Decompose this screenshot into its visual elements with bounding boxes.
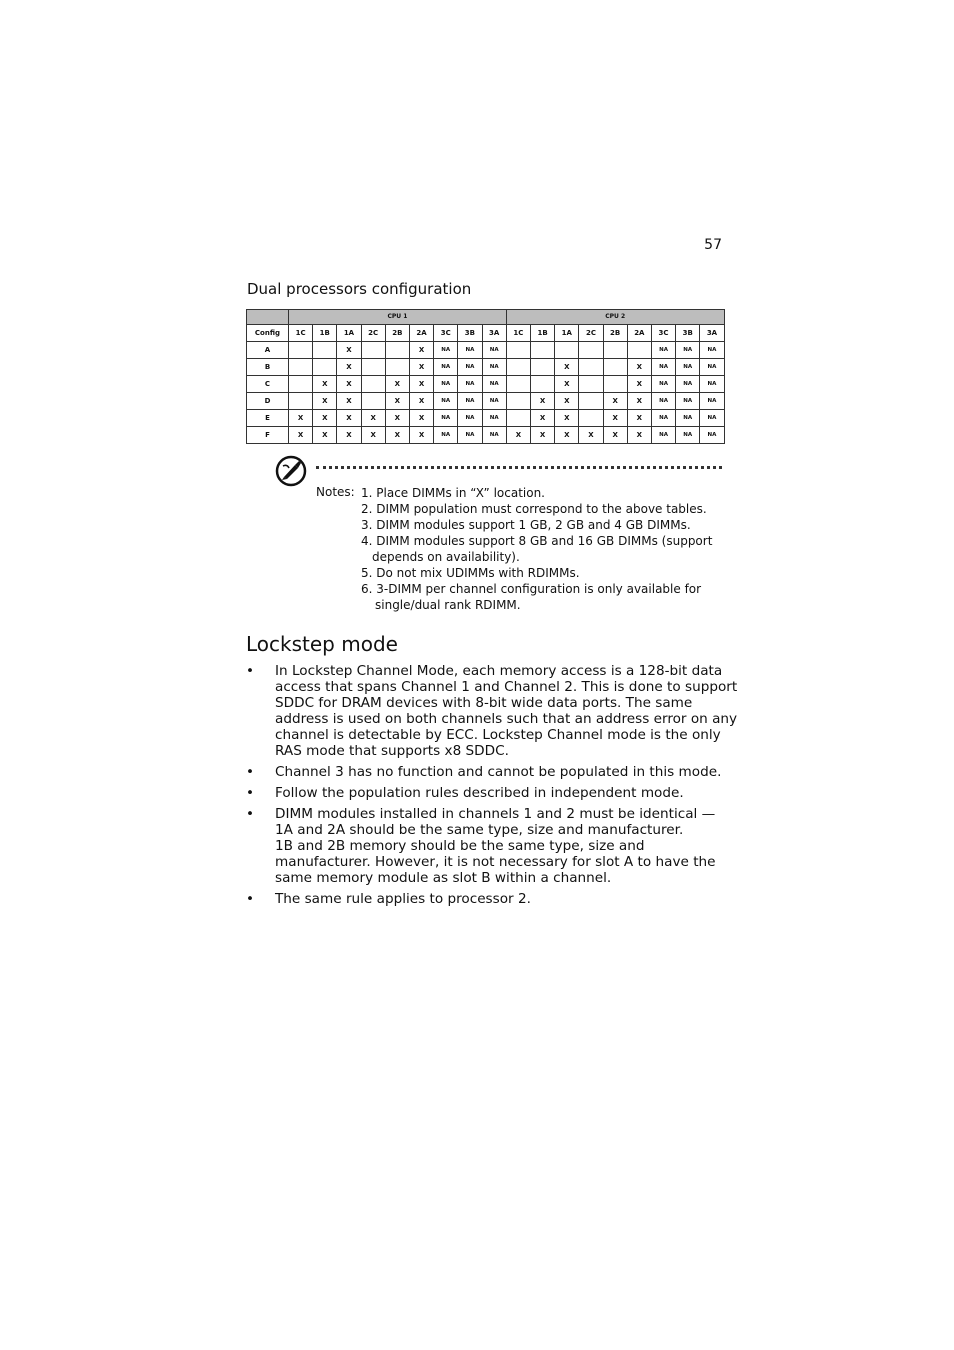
- slot-header: 2B: [603, 324, 627, 341]
- slot-cell: X: [555, 392, 579, 409]
- slot-cell: X: [385, 375, 409, 392]
- slot-cell: NA: [676, 341, 700, 358]
- slot-cell: NA: [676, 375, 700, 392]
- bullet-dot: •: [246, 764, 255, 780]
- slot-cell: X: [385, 392, 409, 409]
- table-row: [247, 392, 725, 409]
- slot-header: 2A: [409, 324, 433, 341]
- slot-cell: NA: [676, 392, 700, 409]
- slot-cell: NA: [651, 426, 675, 443]
- slot-cell: X: [627, 409, 651, 426]
- slot-cell: X: [289, 426, 313, 443]
- slot-cell: X: [337, 341, 361, 358]
- slot-cell: [579, 358, 603, 375]
- slot-cell: NA: [434, 426, 458, 443]
- bullet-line: 1B and 2B memory should be the same type, size and: [275, 838, 645, 854]
- slot-header: 2C: [579, 324, 603, 341]
- slot-cell: NA: [482, 409, 506, 426]
- slot-cell: [579, 341, 603, 358]
- slot-cell: NA: [676, 358, 700, 375]
- slot-cell: NA: [700, 426, 724, 443]
- slot-header-row: [247, 324, 725, 341]
- slot-cell: NA: [651, 409, 675, 426]
- bullet-line: same memory module as slot B within a channel.: [275, 870, 612, 886]
- slot-cell: X: [361, 426, 385, 443]
- notes-divider: [316, 466, 722, 469]
- slot-cell: NA: [458, 358, 482, 375]
- slot-cell: NA: [700, 358, 724, 375]
- cpu-header-row: [247, 310, 725, 325]
- lockstep-heading: Lockstep mode: [246, 632, 398, 656]
- slot-cell: X: [603, 392, 627, 409]
- bullet-line: DIMM modules installed in channels 1 and 2 must be identical —: [275, 806, 716, 822]
- slot-header: 1B: [313, 324, 337, 341]
- slot-header: 2A: [627, 324, 651, 341]
- slot-cell: [506, 375, 530, 392]
- slot-cell: X: [409, 392, 433, 409]
- note-line: 6. 3-DIMM per channel configuration is only available for: [361, 582, 702, 596]
- config-cell: F: [247, 426, 289, 443]
- section-title: Dual processors configuration: [247, 280, 472, 298]
- config-cell: D: [247, 392, 289, 409]
- bullet-line: In Lockstep Channel Mode, each memory access is a 128-bit data: [275, 663, 723, 679]
- slot-cell: X: [409, 426, 433, 443]
- slot-cell: NA: [458, 426, 482, 443]
- bullet-item: [246, 785, 726, 801]
- slot-cell: NA: [482, 341, 506, 358]
- config-cell: A: [247, 341, 289, 358]
- notes-label: Notes:: [316, 485, 355, 499]
- slot-cell: X: [337, 375, 361, 392]
- note-pen-icon: [275, 455, 307, 487]
- bullet-line: manufacturer. However, it is not necessary for slot A to have the: [275, 854, 716, 870]
- slot-header: 3C: [434, 324, 458, 341]
- slot-cell: NA: [434, 375, 458, 392]
- slot-cell: X: [313, 375, 337, 392]
- slot-cell: NA: [651, 341, 675, 358]
- bullet-dot: •: [246, 806, 255, 822]
- cpu2-header: CPU 2: [506, 310, 724, 325]
- slot-cell: X: [555, 409, 579, 426]
- slot-cell: NA: [434, 392, 458, 409]
- slot-cell: [289, 358, 313, 375]
- cpu1-header: CPU 1: [289, 310, 507, 325]
- slot-header: 1C: [289, 324, 313, 341]
- corner-cell: [247, 310, 289, 325]
- slot-cell: X: [409, 409, 433, 426]
- slot-cell: X: [409, 358, 433, 375]
- slot-cell: NA: [458, 392, 482, 409]
- config-header: Config: [247, 324, 289, 341]
- slot-cell: NA: [434, 341, 458, 358]
- slot-cell: NA: [458, 375, 482, 392]
- bullet-line: access that spans Channel 1 and Channel 2. This is done to support: [275, 679, 738, 695]
- slot-cell: NA: [482, 375, 506, 392]
- slot-cell: NA: [676, 409, 700, 426]
- slot-cell: X: [361, 409, 385, 426]
- slot-cell: X: [313, 409, 337, 426]
- slot-cell: [579, 375, 603, 392]
- slot-cell: X: [555, 358, 579, 375]
- notes-list: [361, 485, 723, 613]
- bullet-line: RAS mode that supports x8 SDDC.: [275, 743, 509, 759]
- slot-cell: [579, 409, 603, 426]
- slot-cell: [313, 341, 337, 358]
- bullet-line: 1A and 2A should be the same type, size and manufacturer.: [275, 822, 684, 838]
- bullet-line: Follow the population rules described in independent mode.: [275, 785, 684, 801]
- slot-cell: NA: [482, 426, 506, 443]
- slot-cell: NA: [434, 358, 458, 375]
- note-line: 4. DIMM modules support 8 GB and 16 GB DIMMs (support: [361, 534, 713, 548]
- config-cell: B: [247, 358, 289, 375]
- bullet-item: [246, 891, 726, 907]
- slot-cell: [506, 358, 530, 375]
- slot-cell: X: [337, 358, 361, 375]
- slot-cell: NA: [458, 409, 482, 426]
- slot-header: 3B: [458, 324, 482, 341]
- slot-header: 2B: [385, 324, 409, 341]
- slot-cell: [506, 341, 530, 358]
- page-number: 57: [704, 237, 722, 253]
- slot-cell: X: [337, 409, 361, 426]
- bullet-item: [246, 806, 726, 886]
- slot-cell: [579, 392, 603, 409]
- slot-header: 3C: [651, 324, 675, 341]
- slot-header: 2C: [361, 324, 385, 341]
- slot-cell: [603, 358, 627, 375]
- slot-cell: [385, 358, 409, 375]
- table-row: [247, 341, 725, 358]
- slot-cell: X: [313, 392, 337, 409]
- slot-cell: X: [409, 375, 433, 392]
- note-line: 5. Do not mix UDIMMs with RDIMMs.: [361, 566, 580, 580]
- slot-cell: X: [627, 375, 651, 392]
- slot-cell: X: [579, 426, 603, 443]
- table-row: [247, 409, 725, 426]
- table-row: [247, 375, 725, 392]
- table-row: [247, 358, 725, 375]
- slot-cell: NA: [651, 392, 675, 409]
- slot-cell: X: [337, 426, 361, 443]
- note-line: single/dual rank RDIMM.: [375, 598, 521, 612]
- slot-header: 1A: [555, 324, 579, 341]
- slot-cell: X: [313, 426, 337, 443]
- slot-cell: X: [385, 409, 409, 426]
- slot-cell: X: [627, 358, 651, 375]
- bullet-item: [246, 764, 726, 780]
- slot-header: 1B: [531, 324, 555, 341]
- slot-cell: [531, 341, 555, 358]
- slot-cell: [603, 341, 627, 358]
- slot-cell: [361, 375, 385, 392]
- slot-cell: X: [409, 341, 433, 358]
- slot-cell: [603, 375, 627, 392]
- slot-cell: [627, 341, 651, 358]
- slot-header: 3A: [700, 324, 724, 341]
- slot-cell: [531, 375, 555, 392]
- note-line: 3. DIMM modules support 1 GB, 2 GB and 4 GB DIMMs.: [361, 518, 691, 532]
- bullet-line: SDDC for DRAM devices with 8-bit wide data ports. The same: [275, 695, 693, 711]
- slot-cell: NA: [700, 375, 724, 392]
- table-row: [247, 426, 725, 443]
- lockstep-bullet-list: [246, 663, 738, 912]
- slot-cell: X: [289, 409, 313, 426]
- slot-header: 3B: [676, 324, 700, 341]
- slot-cell: X: [531, 409, 555, 426]
- slot-cell: X: [555, 375, 579, 392]
- slot-cell: X: [603, 409, 627, 426]
- slot-cell: X: [627, 426, 651, 443]
- slot-cell: X: [627, 392, 651, 409]
- slot-cell: NA: [700, 341, 724, 358]
- dimm-population-table: [246, 309, 725, 444]
- slot-cell: [555, 341, 579, 358]
- slot-cell: X: [337, 392, 361, 409]
- bullet-line: Channel 3 has no function and cannot be populated in this mode.: [275, 764, 722, 780]
- config-cell: C: [247, 375, 289, 392]
- slot-cell: NA: [651, 375, 675, 392]
- slot-cell: [385, 341, 409, 358]
- slot-cell: [289, 392, 313, 409]
- slot-header: 1C: [506, 324, 530, 341]
- slot-cell: [361, 341, 385, 358]
- slot-cell: NA: [482, 392, 506, 409]
- slot-cell: NA: [482, 358, 506, 375]
- slot-cell: [361, 358, 385, 375]
- slot-header: 1A: [337, 324, 361, 341]
- slot-cell: X: [603, 426, 627, 443]
- bullet-dot: •: [246, 785, 255, 801]
- note-line: 2. DIMM population must correspond to the above tables.: [361, 502, 707, 516]
- config-cell: E: [247, 409, 289, 426]
- slot-cell: NA: [434, 409, 458, 426]
- slot-cell: [531, 358, 555, 375]
- note-line: 1. Place DIMMs in “X” location.: [361, 486, 545, 500]
- bullet-line: The same rule applies to processor 2.: [275, 891, 531, 907]
- slot-cell: X: [531, 426, 555, 443]
- bullet-dot: •: [246, 663, 255, 679]
- bullet-dot: •: [246, 891, 255, 907]
- bullet-item: [246, 663, 738, 759]
- slot-cell: [506, 409, 530, 426]
- slot-cell: X: [506, 426, 530, 443]
- slot-cell: [361, 392, 385, 409]
- note-line: depends on availability).: [372, 550, 520, 564]
- slot-cell: [313, 358, 337, 375]
- slot-cell: X: [531, 392, 555, 409]
- bullet-line: address is used on both channels such that an address error on any: [275, 711, 738, 727]
- slot-cell: NA: [676, 426, 700, 443]
- slot-cell: [289, 375, 313, 392]
- slot-cell: NA: [700, 409, 724, 426]
- slot-cell: [506, 392, 530, 409]
- slot-cell: X: [555, 426, 579, 443]
- slot-cell: NA: [458, 341, 482, 358]
- slot-cell: NA: [700, 392, 724, 409]
- slot-cell: NA: [651, 358, 675, 375]
- bullet-line: channel is detectable by ECC. Lockstep Channel mode is the only: [275, 727, 721, 743]
- slot-header: 3A: [482, 324, 506, 341]
- slot-cell: X: [385, 426, 409, 443]
- slot-cell: [289, 341, 313, 358]
